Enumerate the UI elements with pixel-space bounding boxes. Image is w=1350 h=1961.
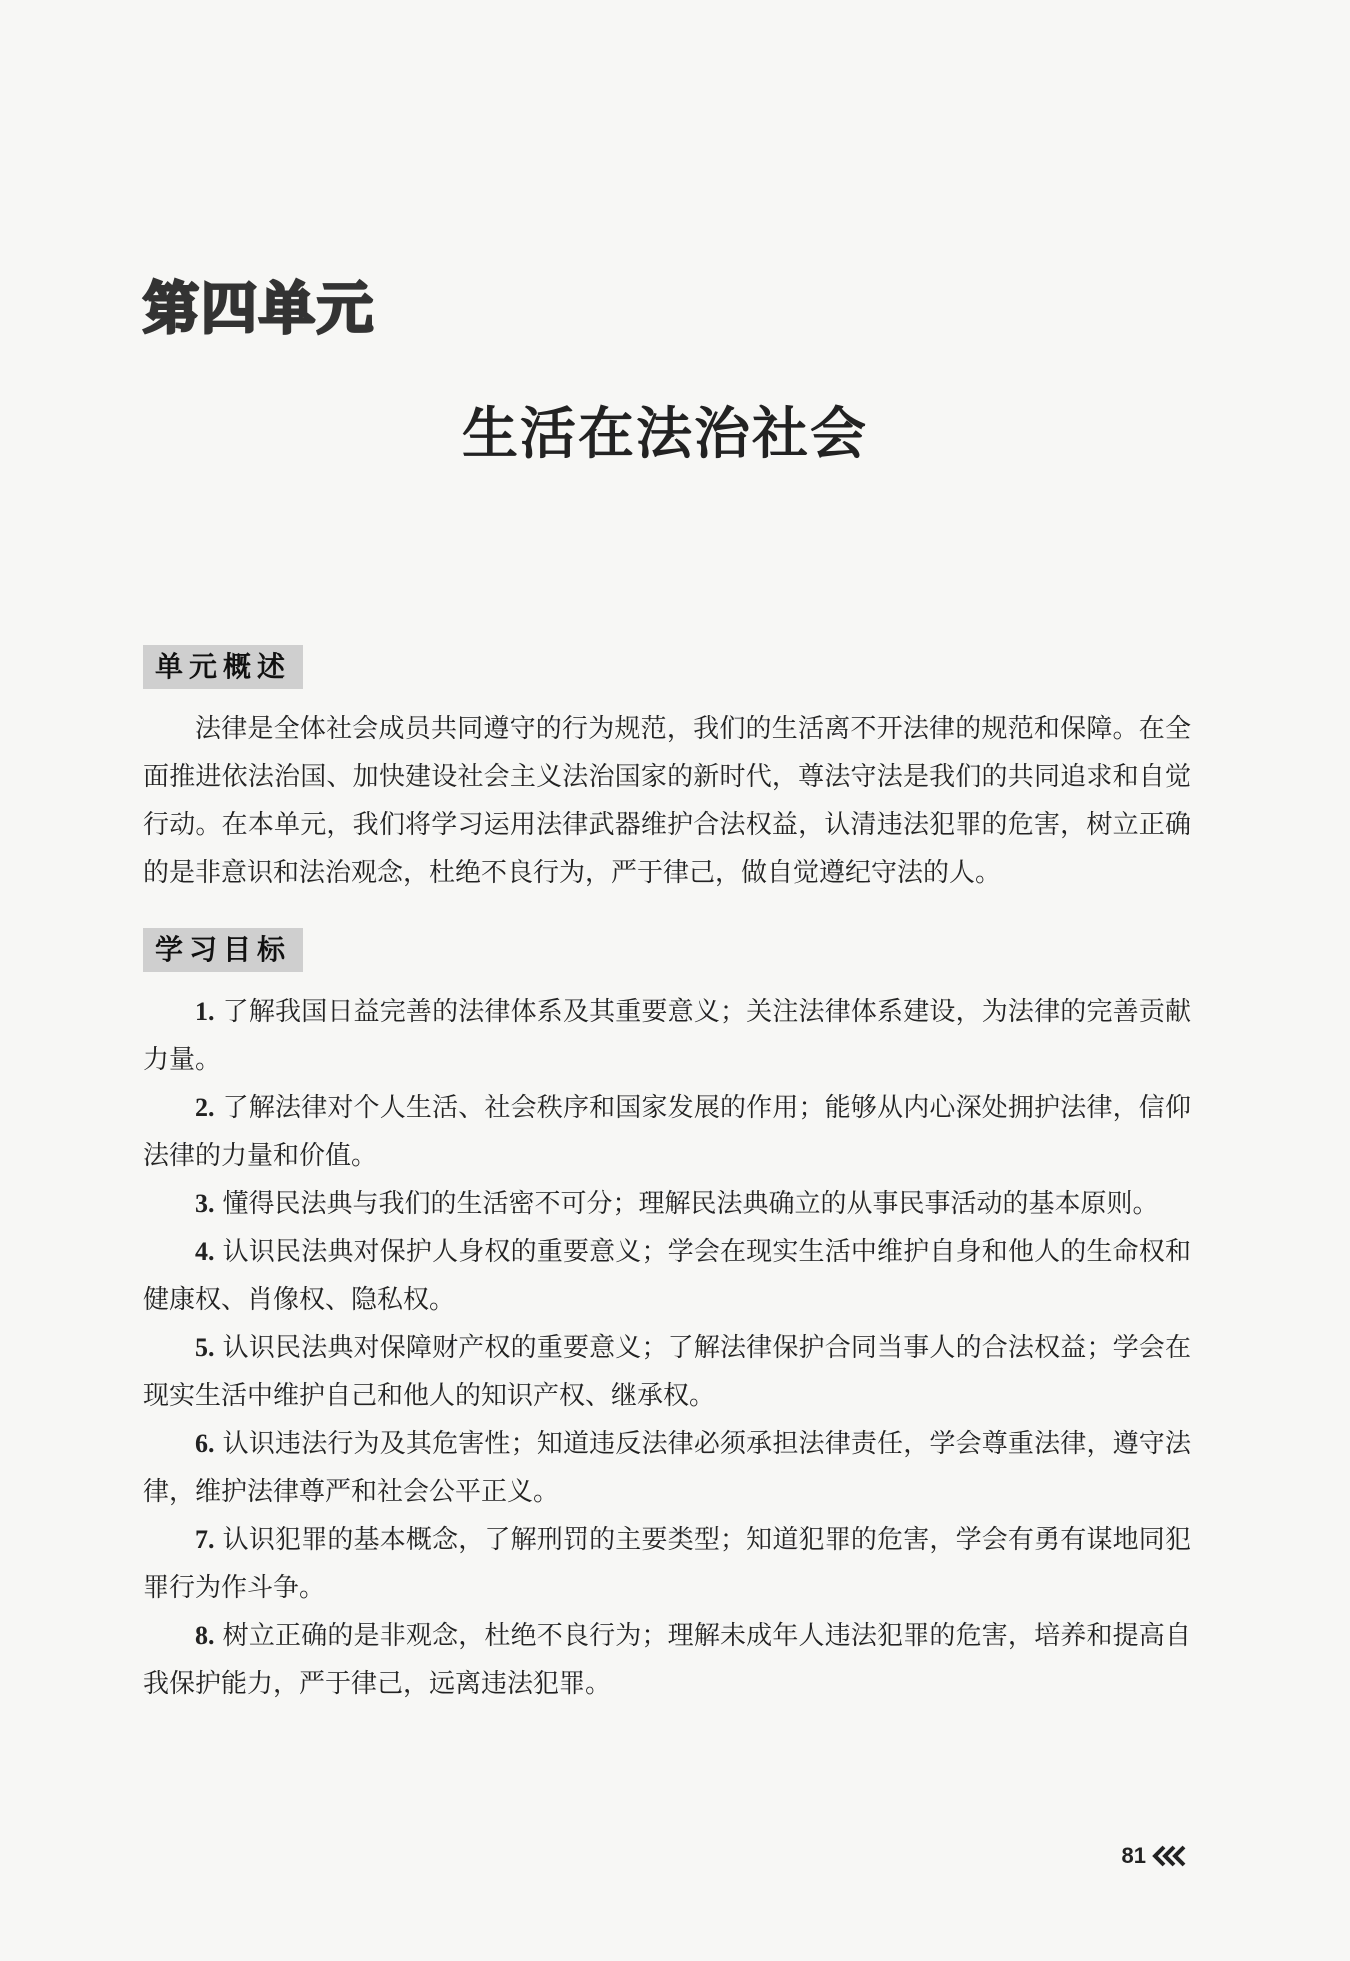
goal-number: 3. — [195, 1189, 215, 1218]
goal-item — [143, 1228, 1191, 1324]
goal-number: 6. — [195, 1429, 215, 1458]
page-footer — [1122, 1843, 1188, 1869]
goal-number: 2. — [195, 1093, 215, 1122]
goal-text: 了解法律对个人生活、社会秩序和国家发展的作用；能够从内心深处拥护法律，信仰法律的力量和价值。 — [143, 1093, 1191, 1171]
goals-header: 学习目标 — [143, 928, 303, 972]
goal-number: 5. — [195, 1333, 215, 1362]
goal-text: 认识民法典对保障财产权的重要意义；了解法律保护合同当事人的合法权益；学会在现实生活中维护自己和他人的知识产权、继承权。 — [143, 1333, 1191, 1411]
goal-item — [143, 1324, 1191, 1420]
goal-number: 7. — [195, 1525, 215, 1554]
goal-item — [143, 1180, 1191, 1228]
goal-number: 1. — [195, 997, 215, 1026]
goal-number: 8. — [195, 1621, 215, 1650]
goal-text: 认识犯罪的基本概念，了解刑罚的主要类型；知道犯罪的危害，学会有勇有谋地同犯罪行为作斗争。 — [143, 1525, 1191, 1603]
unit-label: 第四单元 — [143, 277, 375, 342]
goals-list — [143, 988, 1191, 1708]
page-number: 81 — [1121, 1843, 1146, 1868]
goal-item — [143, 1612, 1191, 1708]
goal-item — [143, 1420, 1191, 1516]
overview-paragraph: 法律是全体社会成员共同遵守的行为规范，我们的生活离不开法律的规范和保障。在全面推进依法治国、加快建设社会主义法治国家的新时代，尊法守法是我们的共同追求和自觉行动。在本单元，我们将学习运用法律武器维护合法权益，认清违法犯罪的危害，树立正确的是非意识和法治观念，杜绝不良行为，严于律己，做自觉遵纪守法的人。 — [143, 714, 1191, 888]
goal-text: 认识民法典对保护人身权的重要意义；学会在现实生活中维护自身和他人的生命权和健康权、肖像权、隐私权。 — [143, 1237, 1191, 1315]
goal-item — [143, 1516, 1191, 1612]
goal-text: 懂得民法典与我们的生活密不可分；理解民法典确立的从事民事活动的基本原则。 — [222, 1189, 1159, 1219]
goal-text: 了解我国日益完善的法律体系及其重要意义；关注法律体系建设，为法律的完善贡献力量。 — [143, 997, 1191, 1075]
goal-text: 树立正确的是非观念，杜绝不良行为；理解未成年人违法犯罪的危害，培养和提高自我保护能力，严于律己，远离违法犯罪。 — [143, 1621, 1191, 1699]
goal-item — [143, 988, 1191, 1084]
triple-chevron-left-icon — [1152, 1845, 1188, 1867]
goal-number: 4. — [195, 1237, 215, 1266]
unit-title: 生活在法治社会 — [462, 402, 868, 467]
goal-item — [143, 1084, 1191, 1180]
overview-header: 单元概述 — [143, 645, 303, 689]
goal-text: 认识违法行为及其危害性；知道违反法律必须承担法律责任，学会尊重法律，遵守法律，维护法律尊严和社会公平正义。 — [143, 1429, 1191, 1507]
